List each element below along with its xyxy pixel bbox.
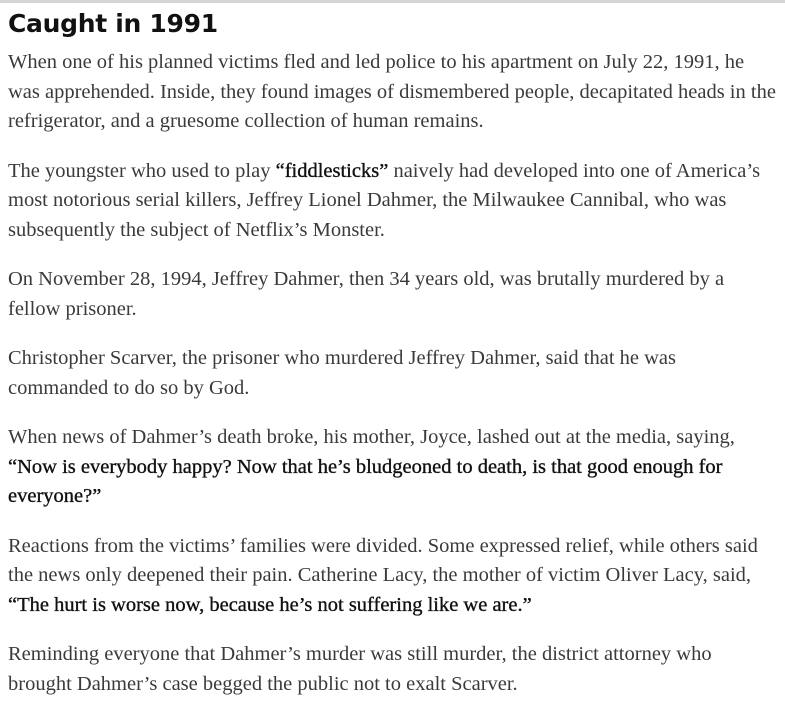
paragraph-7: Reminding everyone that Dahmer’s murder was still murder, the district attorney who brought Dahmer’s case begged the public not to exalt Scarver.: [8, 643, 712, 695]
paragraph-4: Christopher Scarver, the prisoner who murdered Jeffrey Dahmer, said that he was commanded to do so by God.: [8, 347, 677, 399]
paragraph-5: [8, 423, 776, 512]
paragraph-2: [8, 157, 776, 246]
paragraph-2-text-a: The youngster who used to play: [8, 159, 276, 182]
top-divider: [0, 0, 785, 3]
section-heading: Caught in 1991: [8, 9, 218, 38]
fiddlesticks-quote: “fiddlesticks”: [275, 159, 389, 182]
paragraph-6-text: Reactions from the victims’ families were divided. Some expressed relief, while others said the news only deepened their pain. Catherine Lacy, the mother of victim Oliver Lacy, said,: [8, 534, 758, 586]
paragraph-1: When one of his planned victims fled and led police to his apartment on July 22, 1991, he was apprehended. Inside, they found images of dismembered people, decapitated heads in the refrigerator, and a gruesome collection of human remains.: [8, 51, 776, 132]
article-body: [8, 6, 776, 719]
paragraph-5-text: When news of Dahmer’s death broke, his mother, Joyce, lashed out at the media, saying,: [8, 426, 735, 448]
paragraph-6: [8, 532, 776, 621]
joyce-quote: “Now is everybody happy? Now that he’s bludgeoned to death, is that good enough for everyone?”: [8, 455, 723, 507]
paragraph-3: On November 28, 1994, Jeffrey Dahmer, then 34 years old, was brutally murdered by a fellow prisoner.: [8, 268, 725, 320]
catherine-lacy-quote: “The hurt is worse now, because he’s not suffering like we are.”: [8, 593, 532, 616]
paragraph-2-text-b: naively had developed into one of America’s most notorious serial killers, Jeffrey Lionel Dahmer, the Milwaukee Cannibal, who was subsequently the subject of Netflix’s Monster.: [8, 159, 761, 241]
